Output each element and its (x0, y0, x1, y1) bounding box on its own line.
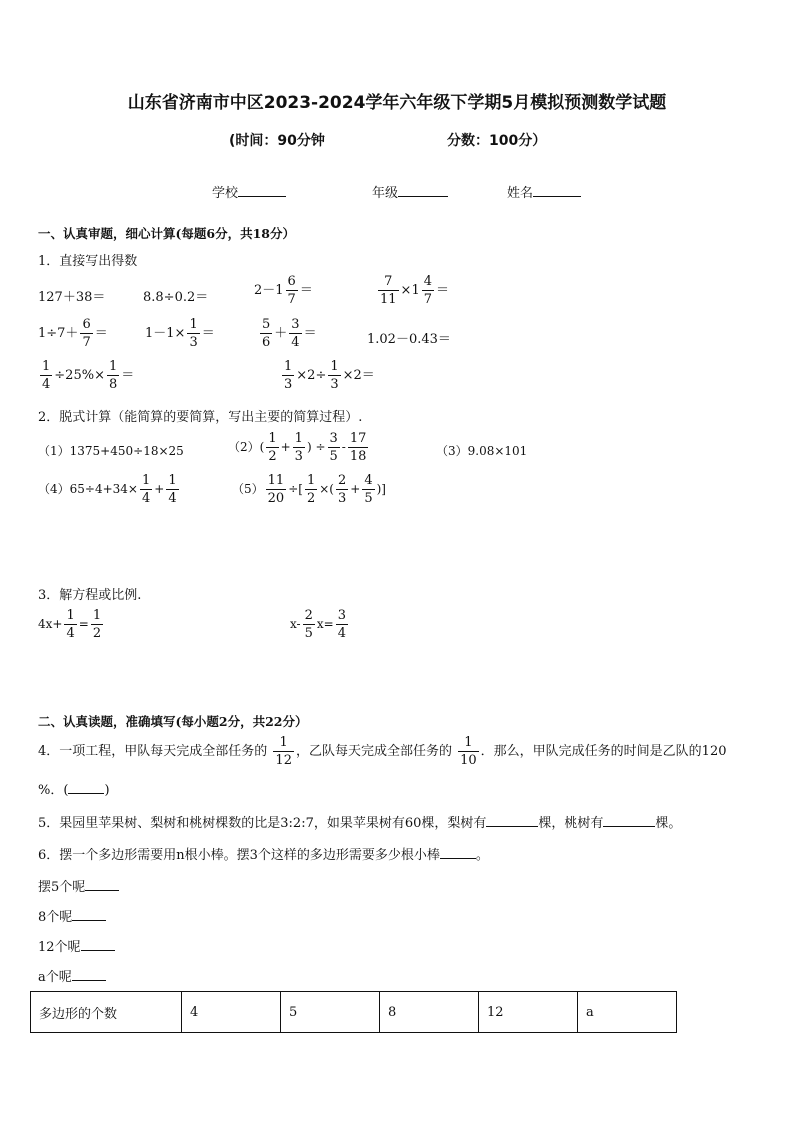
name-label: 姓名 (507, 186, 534, 201)
q6-line-8: 8个呢 (38, 906, 106, 925)
q1-c1: $\frac{1}{4}$ ÷25%× $\frac{1}{8}$ ＝ (42, 359, 135, 392)
q6-blank-8[interactable] (72, 908, 106, 921)
q1-a1: 127＋38＝ (38, 290, 106, 305)
table-row (31, 992, 677, 1033)
q4-line2: %．( ) (38, 783, 110, 798)
q2-title: 2．脱式计算（能简算的要简算，写出主要的简算过程）. (38, 410, 363, 425)
q1-b3: $\frac{5}{6}$ ＋ $\frac{3}{4}$ ＝ (262, 317, 317, 350)
q1-a3: 2－1 $\frac{6}{7}$ ＝ (254, 274, 313, 307)
q6-blank[interactable] (440, 846, 476, 859)
q6-line-12: 12个呢 (38, 936, 115, 955)
score-label: 分数：100分） (447, 133, 547, 149)
q3-e2: x- $\frac{2}{5}$ x= $\frac{3}{4}$ (290, 608, 347, 641)
table-cell: 多边形的个数 (31, 992, 182, 1033)
q6-line-5: 摆5个呢 (38, 876, 119, 895)
time-label: (时间：90分钟 (229, 133, 325, 149)
name-field[interactable] (507, 182, 581, 201)
q4-answer-blank[interactable] (68, 781, 104, 794)
q4-line1: 4．一项工程，甲队每天完成全部任务的 $\frac{1}{12}$ ，乙队每天完成全部任务的 $\frac{1}{10}$ ．那么，甲队完成任务的时间是乙队的120 (38, 735, 727, 768)
q2-p3: （3）9.08×101 (436, 444, 528, 458)
q1-a2: 8.8÷0.2＝ (143, 290, 209, 305)
q2-p2: （2）( $\frac{1}{2}$ + $\frac{1}{3}$ ) ÷ $\frac{3}{5}$ - $\frac{17}{18}$ (228, 431, 367, 464)
school-blank[interactable] (238, 184, 286, 197)
q5: 5．果园里苹果树、梨树和桃树棵数的比是3:2:7，如果苹果树有60棵，梨树有 棵，桃树有 棵。 (38, 816, 682, 831)
q1-b1: 1÷7＋ $\frac{6}{7}$ ＝ (38, 317, 108, 350)
q3-title: 3．解方程或比例. (38, 588, 142, 603)
table-cell: 4 (182, 992, 281, 1033)
name-blank[interactable] (533, 184, 581, 197)
grade-field[interactable] (372, 182, 448, 201)
q6: 6．摆一个多边形需要用n根小棒。摆3个这样的多边形需要多少根小棒 。 (38, 848, 489, 863)
table-cell: 5 (281, 992, 380, 1033)
grade-blank[interactable] (398, 184, 448, 197)
q1-a4: $\frac{7}{11}$ ×1 $\frac{4}{7}$ ＝ (380, 274, 450, 307)
table-cell: 12 (479, 992, 578, 1033)
q1-b4: 1.02－0.43＝ (367, 332, 451, 347)
school-field[interactable] (212, 182, 286, 201)
table-cell: a (578, 992, 677, 1033)
q1-title: 1．直接写出得数 (38, 254, 138, 269)
grade-label: 年级 (372, 186, 399, 201)
section2-heading: 二、认真读题，准确填写(每小题2分，共22分） (38, 714, 308, 729)
q6-blank-12[interactable] (81, 938, 115, 951)
school-label: 学校 (212, 186, 239, 201)
q3-e1: 4x+ $\frac{1}{4}$ = $\frac{1}{2}$ (38, 608, 102, 641)
q5-peach-blank[interactable] (603, 814, 655, 827)
q1-b2: 1－1× $\frac{1}{3}$ ＝ (145, 317, 215, 350)
page-title: 山东省济南市中区2023-2024学年六年级下学期5月模拟预测数学试题 (127, 93, 667, 113)
q2-p1: （1）1375+450÷18×25 (38, 444, 184, 458)
q6-blank-a[interactable] (72, 968, 106, 981)
q6-line-a: a个呢 (38, 966, 106, 985)
section1-heading: 一、认真审题，细心计算(每题6分，共18分） (38, 226, 296, 241)
table-cell: 8 (380, 992, 479, 1033)
polygon-table (30, 991, 677, 1033)
q2-p5: （5） $\frac{11}{20}$ ÷[ $\frac{1}{2}$ ×( $\frac{2}{3}$ + $\frac{4}{5}$ )] (232, 473, 386, 506)
q6-blank-5[interactable] (85, 878, 119, 891)
q2-p4: （4）65÷4+34× $\frac{1}{4}$ + $\frac{1}{4}$ (38, 473, 177, 506)
q5-pear-blank[interactable] (486, 814, 538, 827)
q1-c2: $\frac{1}{3}$ ×2÷ $\frac{1}{3}$ ×2＝ (284, 359, 375, 392)
